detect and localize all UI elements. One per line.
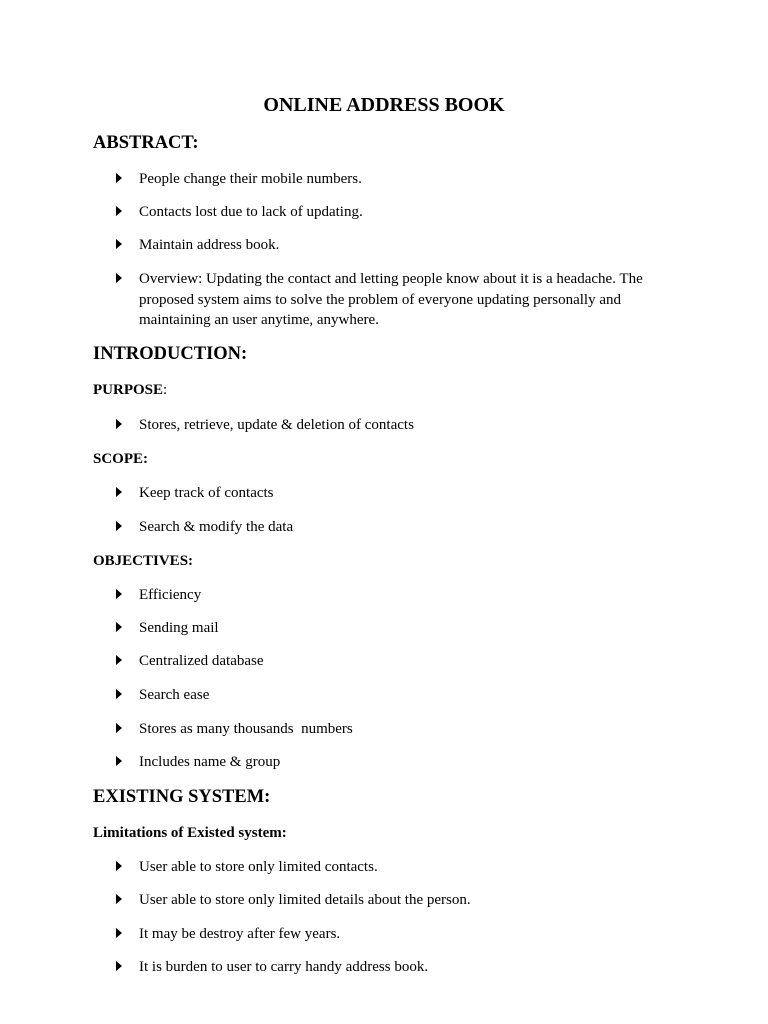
bullet-text: Includes name & group xyxy=(139,754,281,770)
purpose-heading-colon: : xyxy=(163,382,168,398)
bullet-text: Overview: Updating the contact and letting people know about it is a headache. The proposed system aims to solve the problem of everyone updating personally and maintaining an user anytime, anywhere. xyxy=(139,271,643,328)
limitations-heading: Limitations of Existed system: xyxy=(93,825,287,841)
bullet-text: Keep track of contacts xyxy=(139,485,274,501)
triangle-bullet-icon xyxy=(116,239,122,249)
existing-system-heading: EXISTING SYSTEM: xyxy=(93,787,271,807)
abstract-heading: ABSTRACT: xyxy=(93,133,199,153)
bullet-text: Contacts lost due to lack of updating. xyxy=(139,204,363,220)
objectives-heading: OBJECTIVES: xyxy=(93,553,194,569)
bullet-text: Stores, retrieve, update & deletion of contacts xyxy=(139,417,414,433)
bullet-text: User able to store only limited details about the person. xyxy=(139,892,471,908)
bullet-text: User able to store only limited contacts. xyxy=(139,859,378,875)
triangle-bullet-icon xyxy=(116,521,122,531)
triangle-bullet-icon xyxy=(116,273,122,283)
bullet-text: People change their mobile numbers. xyxy=(139,171,362,187)
triangle-bullet-icon xyxy=(116,655,122,665)
bullet-text: It is burden to user to carry handy address book. xyxy=(139,959,429,975)
bullet-text: Efficiency xyxy=(139,587,202,603)
triangle-bullet-icon xyxy=(116,206,122,216)
bullet-text: Maintain address book. xyxy=(139,237,280,253)
bullet-text: It may be destroy after few years. xyxy=(139,926,341,942)
document-title: ONLINE ADDRESS BOOK xyxy=(263,94,505,116)
bullet-text: Sending mail xyxy=(139,620,219,636)
triangle-bullet-icon xyxy=(116,419,122,429)
introduction-heading: INTRODUCTION: xyxy=(93,344,248,364)
purpose-heading-text: PURPOSE xyxy=(93,382,164,398)
triangle-bullet-icon xyxy=(116,723,122,733)
bullet-text: Centralized database xyxy=(139,653,264,669)
triangle-bullet-icon xyxy=(116,861,122,871)
triangle-bullet-icon xyxy=(116,622,122,632)
scope-heading: SCOPE: xyxy=(93,451,149,467)
triangle-bullet-icon xyxy=(116,173,122,183)
bullet-text: Search & modify the data xyxy=(139,519,294,535)
bullet-text: Search ease xyxy=(139,687,210,703)
triangle-bullet-icon xyxy=(116,961,122,971)
triangle-bullet-icon xyxy=(116,756,122,766)
triangle-bullet-icon xyxy=(116,689,122,699)
bullet-text: Stores as many thousands numbers xyxy=(139,721,353,737)
triangle-bullet-icon xyxy=(116,589,122,599)
triangle-bullet-icon xyxy=(116,487,122,497)
purpose-heading xyxy=(93,380,167,400)
triangle-bullet-icon xyxy=(116,894,122,904)
triangle-bullet-icon xyxy=(116,928,122,938)
